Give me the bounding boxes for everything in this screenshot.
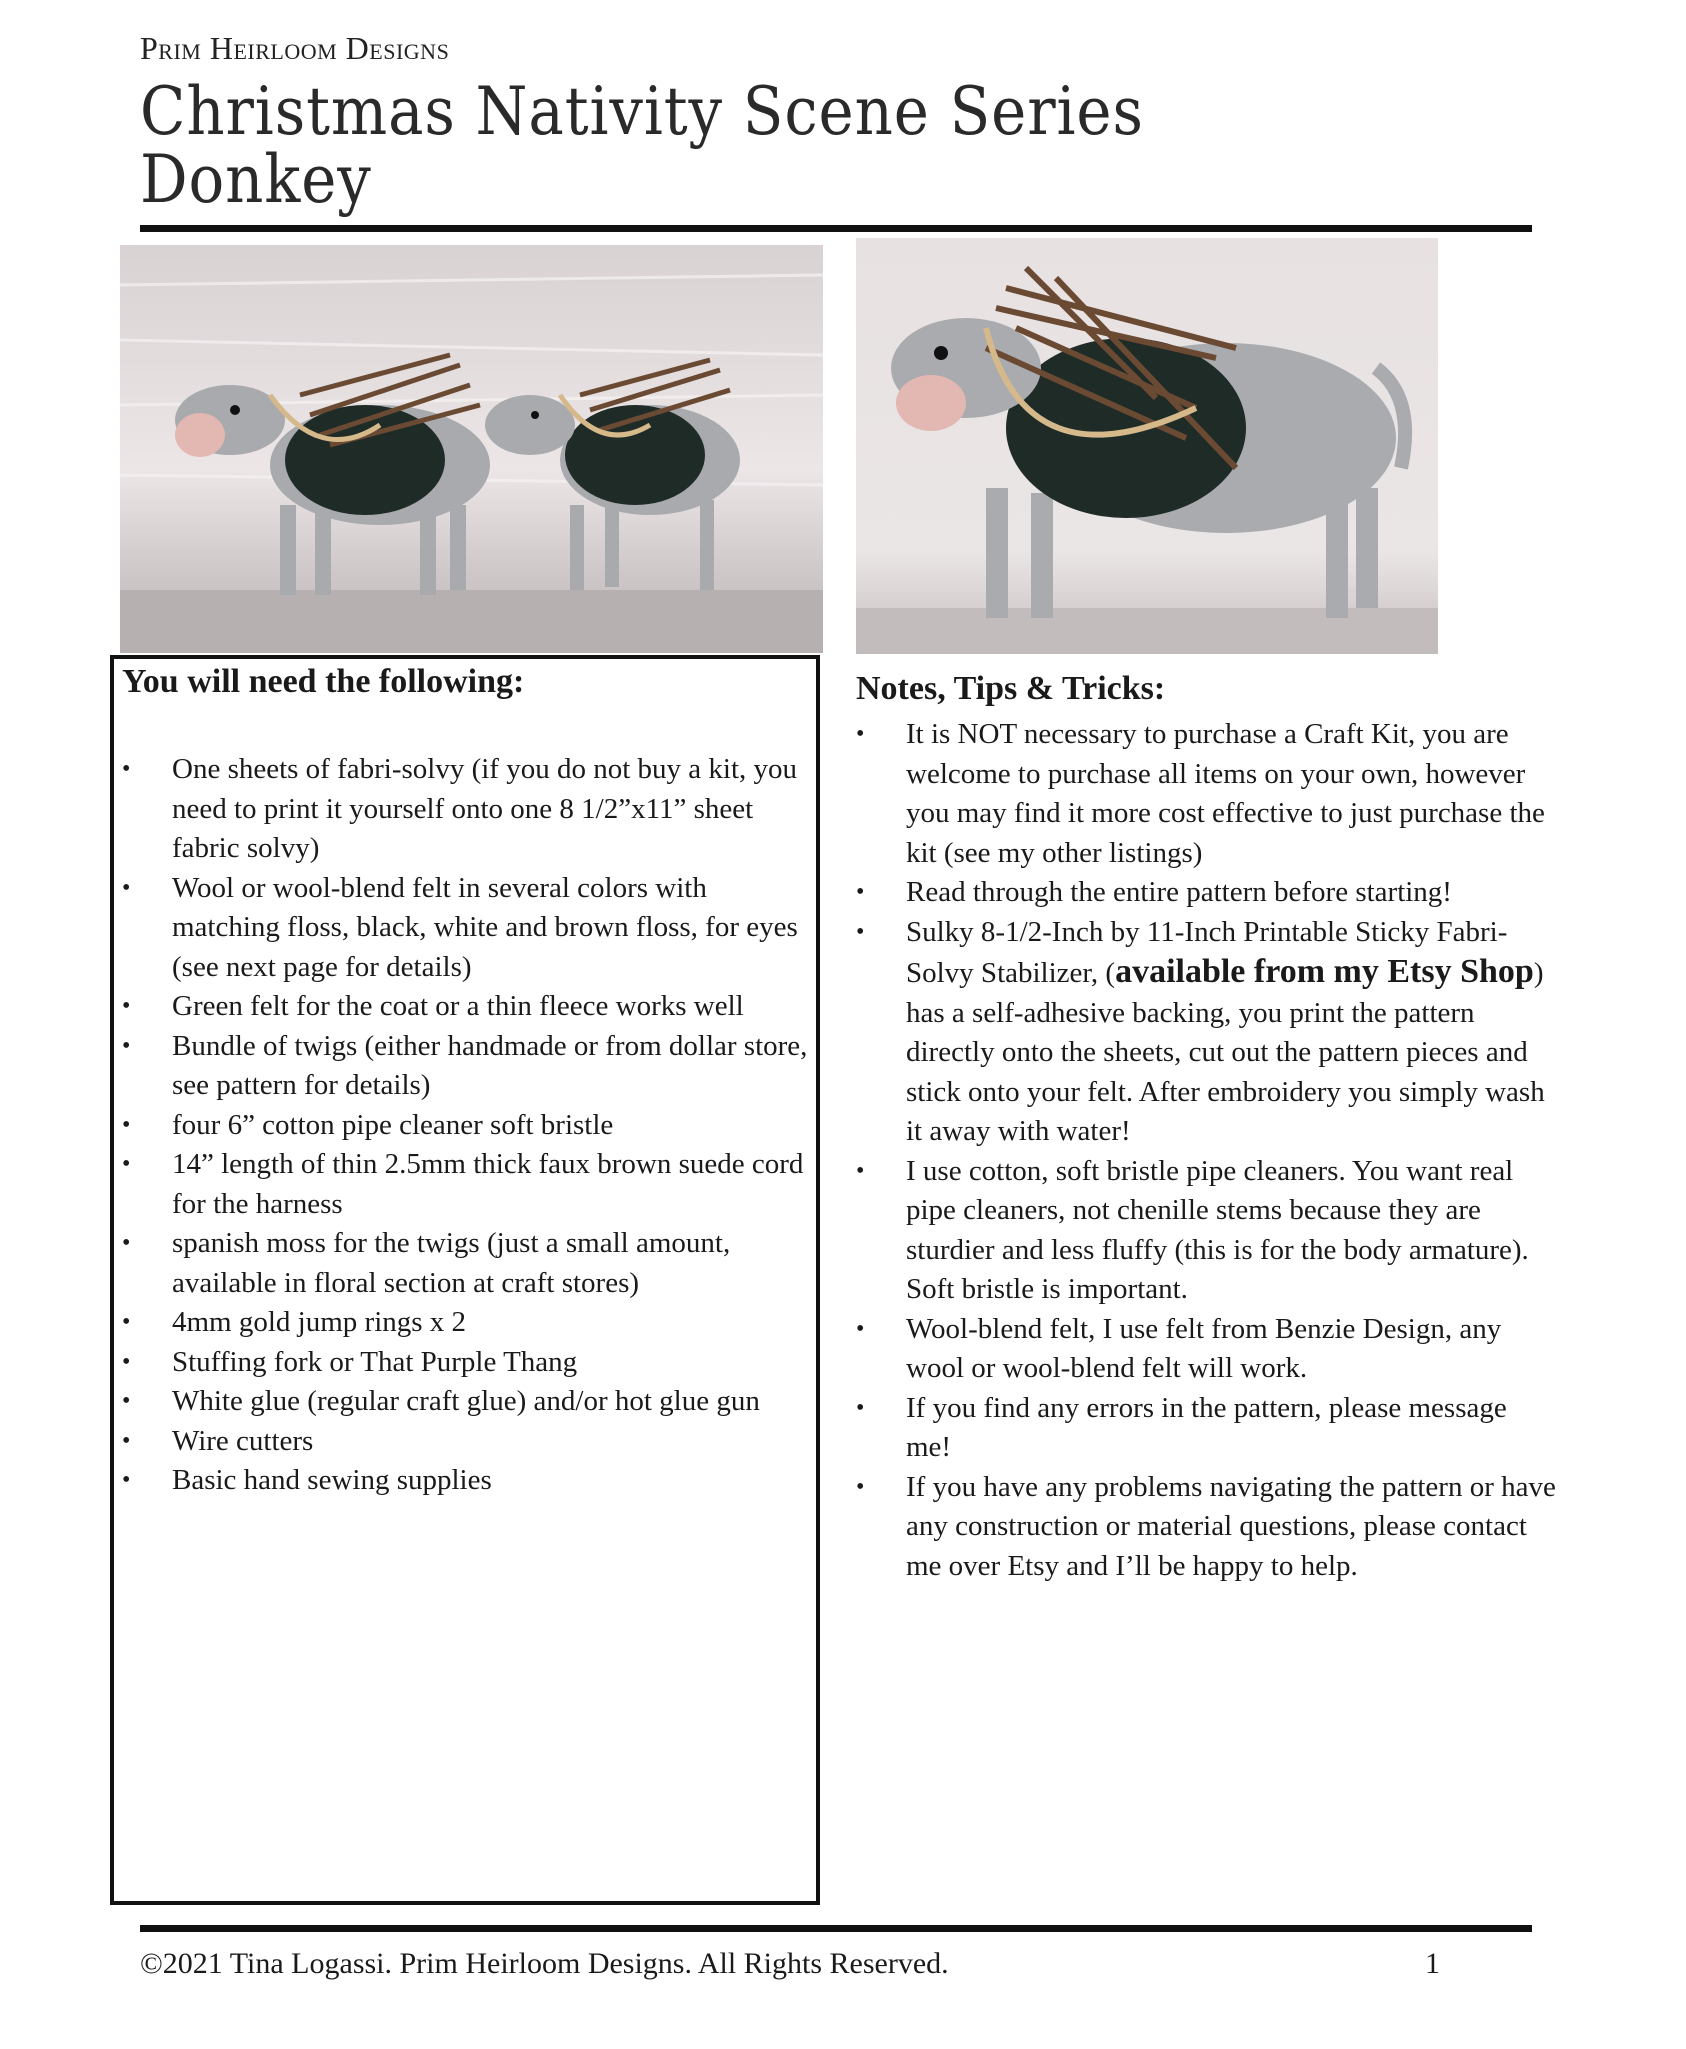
list-item: • It is NOT necessary to purchase a Craft Kit, you are welcome to purchase all items on your own, however you may find it more cost effective to just purchase the kit (see my other listings) bbox=[856, 715, 1556, 873]
page-title bbox=[140, 73, 1144, 218]
list-item: • Read through the entire pattern before starting! bbox=[856, 873, 1556, 913]
list-item: • Stuffing fork or That Purple Thang bbox=[122, 1343, 812, 1383]
list-item: • If you find any errors in the pattern, please message me! bbox=[856, 1389, 1556, 1468]
supplies-list bbox=[122, 750, 812, 1501]
list-item: • One sheets of fabri-solvy (if you do not buy a kit, you need to print it yourself onto one 8 1/2”x11” sheet fabric solvy) bbox=[122, 750, 812, 869]
list-item: • Bundle of twigs (either handmade or from dollar store, see pattern for details) bbox=[122, 1027, 812, 1106]
list-item: • Green felt for the coat or a thin fleece works well bbox=[122, 987, 812, 1027]
sulky-text: Sulky 8-1/2-Inch by 11-Inch Printable Sticky Fabri-Solvy Stabilizer, ( bbox=[906, 915, 1508, 989]
list-item: • Wool or wool-blend felt in several colors with matching floss, black, white and brown floss, for eyes (see next page for details) bbox=[122, 869, 812, 988]
list-item: • Wool-blend felt, I use felt from Benzie Design, any wool or wool-blend felt will work. bbox=[856, 1310, 1556, 1389]
list-item: • 14” length of thin 2.5mm thick faux brown suede cord for the harness bbox=[122, 1145, 812, 1224]
list-item-sulky bbox=[856, 913, 1556, 1152]
header-rule bbox=[140, 225, 1532, 232]
etsy-shop-link[interactable]: available from my Etsy Shop bbox=[1115, 953, 1534, 990]
list-item: • spanish moss for the twigs (just a small amount, available in floral section at craft stores) bbox=[122, 1224, 812, 1303]
title-line-2: Donkey bbox=[140, 141, 372, 218]
list-item: • White glue (regular craft glue) and/or hot glue gun bbox=[122, 1382, 812, 1422]
list-item: • I use cotton, soft bristle pipe cleaners. You want real pipe cleaners, not chenille stems because they are sturdier and less fluffy (this is for the body armature). Soft bristle is important. bbox=[856, 1152, 1556, 1310]
list-item: • 4mm gold jump rings x 2 bbox=[122, 1303, 812, 1343]
photo-donkey-side bbox=[856, 238, 1438, 654]
photo-two-donkeys bbox=[120, 245, 823, 653]
list-item: • Basic hand sewing supplies bbox=[122, 1461, 812, 1501]
title-line-1: Christmas Nativity Scene Series bbox=[140, 73, 1144, 150]
footer-rule bbox=[140, 1925, 1532, 1932]
list-item: • Wire cutters bbox=[122, 1422, 812, 1462]
list-item: • four 6” cotton pipe cleaner soft bristle bbox=[122, 1106, 812, 1146]
page-number: 1 bbox=[1425, 1947, 1440, 1980]
sulky-text-end: ) has a self-adhesive backing, you print the pattern directly onto the sheets, cut out the pattern pieces and stick onto your felt. After embroidery you simply wash it away with water! bbox=[906, 957, 1545, 1147]
notes-heading: Notes, Tips & Tricks: bbox=[856, 670, 1166, 707]
notes-list bbox=[856, 715, 1556, 1586]
supplies-heading: You will need the following: bbox=[122, 663, 525, 700]
list-item: • If you have any problems navigating the pattern or have any construction or material questions, please contact me over Etsy and I’ll be happy to help. bbox=[856, 1468, 1556, 1587]
copyright-text: ©2021 Tina Logassi. Prim Heirloom Designs. All Rights Reserved. bbox=[140, 1947, 949, 1980]
brand-name: Prim Heirloom Designs bbox=[140, 30, 450, 66]
